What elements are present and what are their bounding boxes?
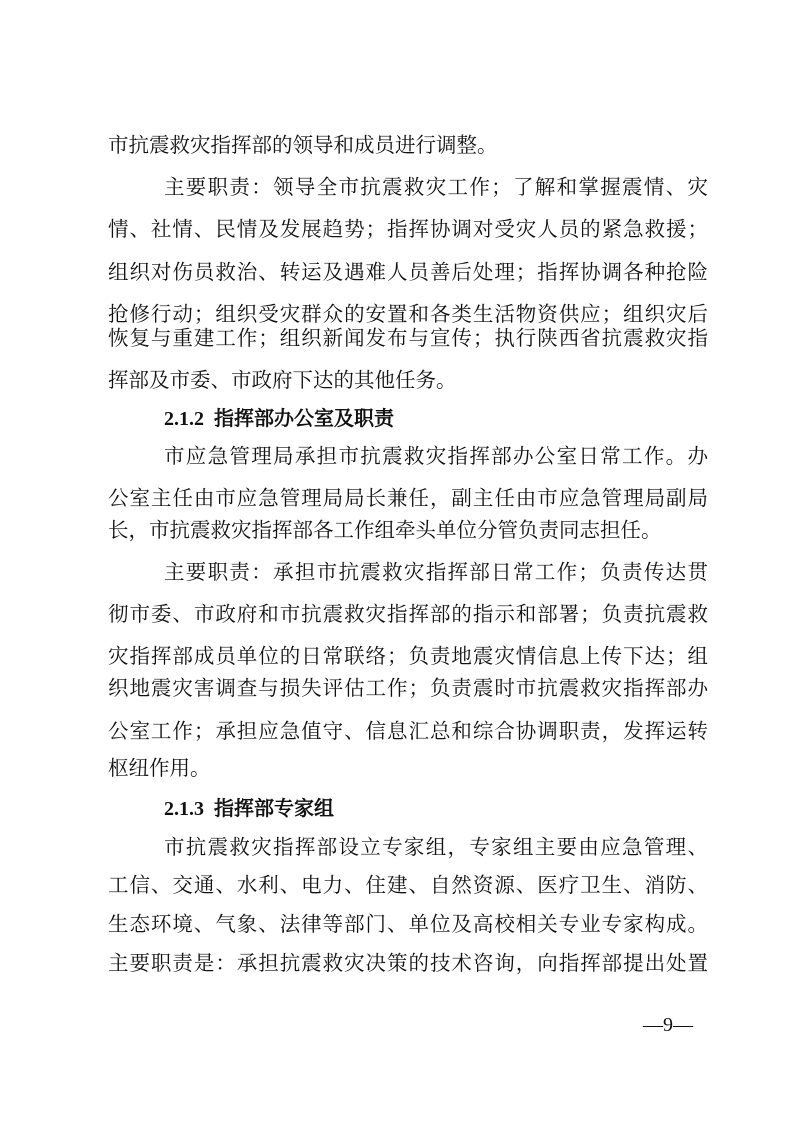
section-heading-2-1-2 <box>164 400 394 436</box>
paragraph-line: 长，市抗震救灾指挥部各工作组牵头单位分管负责同志担任。 <box>108 518 662 542</box>
paragraph-line: 市抗震救灾指挥部的领导和成员进行调整。 <box>108 133 498 157</box>
paragraph-line: 彻市委、市政府和市抗震救灾指挥部的指示和部署；负责抗震救 <box>108 602 708 626</box>
paragraph-line: 市应急管理局承担市抗震救灾指挥部办公室日常工作。办 <box>164 444 708 468</box>
paragraph-line: 工信、交通、水利、电力、住建、自然资源、医疗卫生、消防、 <box>108 873 708 897</box>
paragraph-line: 组织对伤员救治、转运及遇难人员善后处理；指挥协调各种抢险 <box>108 260 708 284</box>
section-title: 指挥部办公室及职责 <box>214 406 394 430</box>
paragraph-line: 恢复与重建工作；组织新闻发布与宣传；执行陕西省抗震救灾指 <box>108 326 708 350</box>
section-title: 指挥部专家组 <box>214 796 334 820</box>
section-number: 2.1.2 <box>164 408 204 430</box>
paragraph-line: 情、社情、民情及发展趋势；指挥协调对受灾人员的紧急救援； <box>108 217 708 241</box>
paragraph-line: 市抗震救灾指挥部设立专家组，专家组主要由应急管理、 <box>164 835 708 859</box>
paragraph-line: 公室工作；承担应急值守、信息汇总和综合协调职责，发挥运转 <box>108 719 708 743</box>
paragraph-line: 主要职责：承担市抗震救灾指挥部日常工作；负责传达贯 <box>164 560 708 584</box>
paragraph-line: 主要职责：领导全市抗震救灾工作；了解和掌握震情、灾 <box>164 175 708 199</box>
paragraph-line: 织地震灾害调查与损失评估工作；负责震时市抗震救灾指挥部办 <box>108 676 708 700</box>
paragraph-line: 生态环境、气象、法律等部门、单位及高校相关专业专家构成。 <box>108 912 708 936</box>
paragraph-line: 枢纽作用。 <box>108 756 211 780</box>
paragraph-line: 灾指挥部成员单位的日常联络；负责地震灾情信息上传下达；组 <box>108 644 708 668</box>
paragraph-line: 抢修行动；组织受灾群众的安置和各类生活物资供应；组织灾后 <box>108 302 708 326</box>
paragraph-line: 主要职责是：承担抗震救灾决策的技术咨询，向指挥部提出处置 <box>108 951 708 975</box>
section-heading-2-1-3 <box>164 790 334 826</box>
section-number: 2.1.3 <box>164 798 204 820</box>
paragraph-line: 挥部及市委、市政府下达的其他任务。 <box>108 368 457 392</box>
paragraph-line: 公室主任由市应急管理局局长兼任，副主任由市应急管理局副局 <box>108 486 708 510</box>
page-number: —9— <box>643 1014 693 1036</box>
